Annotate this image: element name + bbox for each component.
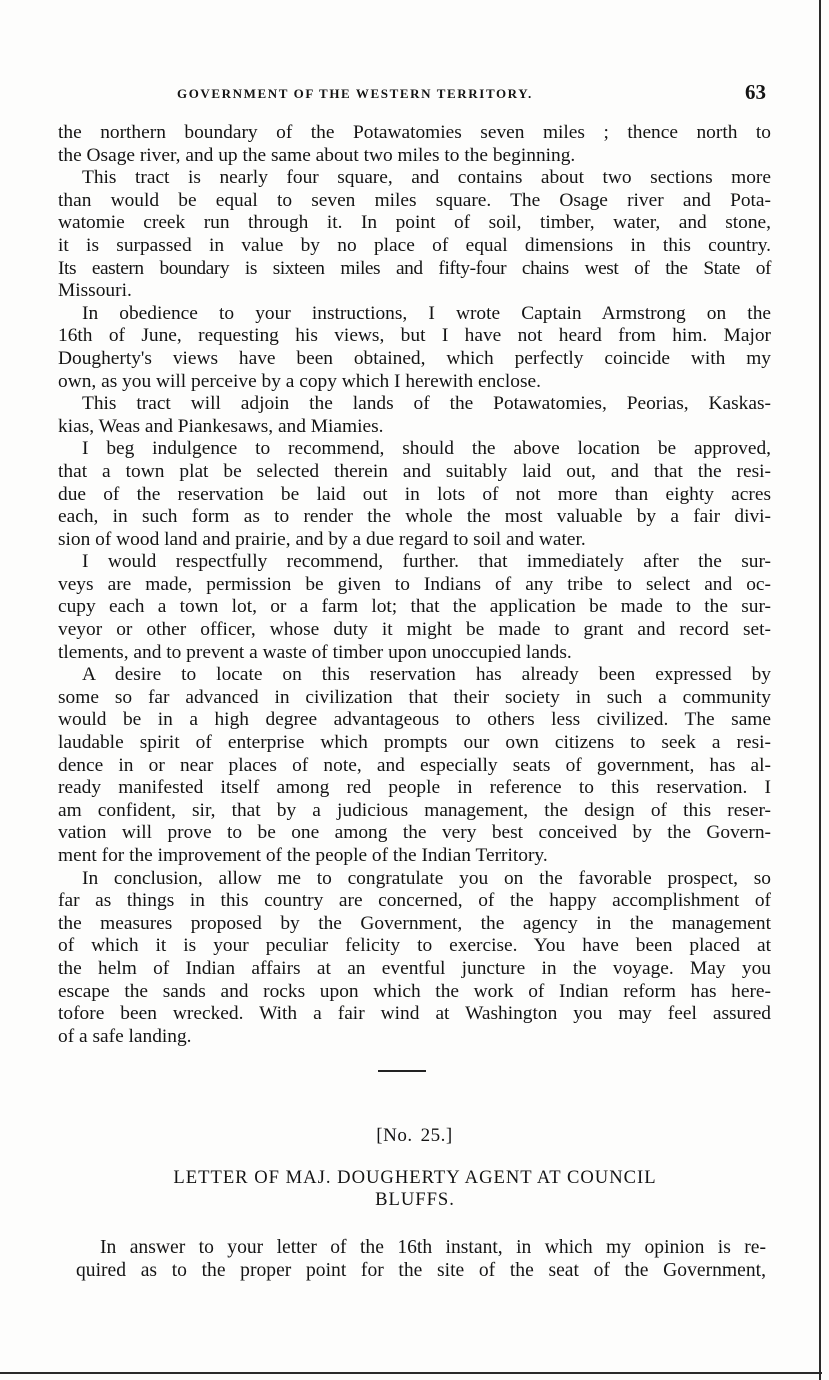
body-line: each, in such form as to render the whole the most valuable by a fair divi- bbox=[58, 506, 771, 528]
body-line: the northern boundary of the Potawatomies seven miles ; thence north to bbox=[58, 122, 771, 143]
running-title: GOVERNMENT OF THE WESTERN TERRITORY. bbox=[177, 86, 533, 101]
body-line: watomie creek run through it. In point of soil, timber, water, and stone, bbox=[58, 212, 771, 234]
body-line: of which it is your peculiar felicity to exercise. You have been placed at bbox=[58, 935, 771, 957]
body-line: laudable spirit of enterprise which prompts our own citizens to seek a resi- bbox=[58, 732, 771, 754]
body-line: I beg indulgence to recommend, should the above location be approved, bbox=[82, 438, 771, 460]
document-number-value: 25.] bbox=[420, 1125, 453, 1146]
body-line: that a town plat be selected therein and suitably laid out, and that the resi- bbox=[58, 460, 771, 482]
body-line: the Osage river, and up the same about two miles to the beginning. bbox=[58, 144, 576, 166]
body-line: kias, Weas and Piankesaws, and Miamies. bbox=[58, 415, 384, 437]
body-line: than would be equal to seven miles square. The Osage river and Pota- bbox=[58, 189, 771, 211]
body-line: This tract is nearly four square, and contains about two sections more bbox=[82, 167, 771, 189]
body-line: the measures proposed by the Government, the agency in the management bbox=[58, 912, 771, 934]
body-line: tlements, and to prevent a waste of timber upon unoccupied lands. bbox=[58, 641, 572, 663]
body-line: ment for the improvement of the people of the Indian Territory. bbox=[58, 845, 548, 866]
body-line: ready manifested itself among red people in reference to this reservation. I bbox=[58, 777, 771, 799]
heading-line: LETTER OF MAJ. DOUGHERTY AGENT AT COUNCIL bbox=[173, 1167, 657, 1188]
body-line: A desire to locate on this reservation has already been expressed by bbox=[82, 664, 771, 686]
body-line: due of the reservation be laid out in lots of not more than eighty acres bbox=[58, 483, 771, 505]
heading-line: BLUFFS. bbox=[375, 1189, 455, 1210]
body-line: some so far advanced in civilization that their society in such a community bbox=[58, 686, 771, 708]
body-line: I would respectfully recommend, further. that immediately after the sur- bbox=[82, 551, 771, 573]
letter-text bbox=[76, 1236, 766, 1282]
body-line: In conclusion, allow me to congratulate you on the favorable prospect, so bbox=[82, 867, 771, 889]
body-line: am confident, sir, that by a judicious management, the design of this reser- bbox=[58, 799, 771, 821]
body-line: vation will prove to be one among the very best conceived by the Govern- bbox=[58, 822, 771, 844]
body-line: In obedience to your instructions, I wrote Captain Armstrong on the bbox=[82, 302, 771, 324]
body-line: it is surpassed in value by no place of equal dimensions in this country. bbox=[58, 234, 771, 256]
document-number bbox=[0, 1125, 829, 1147]
body-line: Its eastern boundary is sixteen miles and fifty-four chains west of the State of bbox=[58, 257, 771, 279]
body-line: dence in or near places of note, and especially seats of government, has al- bbox=[58, 754, 771, 776]
body-line: sion of wood land and prairie, and by a due regard to soil and water. bbox=[58, 528, 586, 550]
page-edge-right bbox=[819, 0, 821, 1380]
body-line: Missouri. bbox=[58, 280, 132, 302]
body-text bbox=[58, 122, 771, 1048]
body-line: veyor or other officer, whose duty it might be made to grant and record set- bbox=[58, 619, 771, 641]
page-edge-bottom bbox=[0, 1372, 822, 1374]
body-line: own, as you will perceive by a copy which I herewith enclose. bbox=[58, 370, 541, 392]
letter-line: In answer to your letter of the 16th instant, in which my opinion is re- bbox=[100, 1237, 766, 1258]
running-head bbox=[60, 80, 766, 104]
body-line: far as things in this country are concerned, of the happy accomplishment of bbox=[58, 890, 771, 912]
body-line: of a safe landing. bbox=[58, 1025, 192, 1047]
body-line: tofore been wrecked. With a fair wind at Washington you may feel assured bbox=[58, 1003, 771, 1025]
body-line: cupy each a town lot, or a farm lot; that the application be made to the sur- bbox=[58, 596, 771, 618]
body-line: the helm of Indian affairs at an eventful juncture in the voyage. May you bbox=[58, 957, 771, 979]
body-line: veys are made, permission be given to Indians of any tribe to select and oc- bbox=[58, 573, 771, 595]
body-line: escape the sands and rocks upon which the work of Indian reform has here- bbox=[58, 980, 771, 1002]
body-line: would be in a high degree advantageous to others less civilized. The same bbox=[58, 709, 771, 731]
page-number: 63 bbox=[745, 80, 766, 104]
section-divider bbox=[378, 1070, 426, 1072]
body-line: Dougherty's views have been obtained, which perfectly coincide with my bbox=[58, 347, 771, 369]
body-line: This tract will adjoin the lands of the Potawatomies, Peorias, Kaskas- bbox=[82, 393, 771, 415]
document-number-label: [No. bbox=[376, 1125, 413, 1146]
letter-line: quired as to the proper point for the site of the seat of the Government, bbox=[76, 1260, 766, 1281]
body-line: 16th of June, requesting his views, but I have not heard from him. Major bbox=[58, 325, 771, 347]
letter-heading bbox=[100, 1167, 730, 1211]
